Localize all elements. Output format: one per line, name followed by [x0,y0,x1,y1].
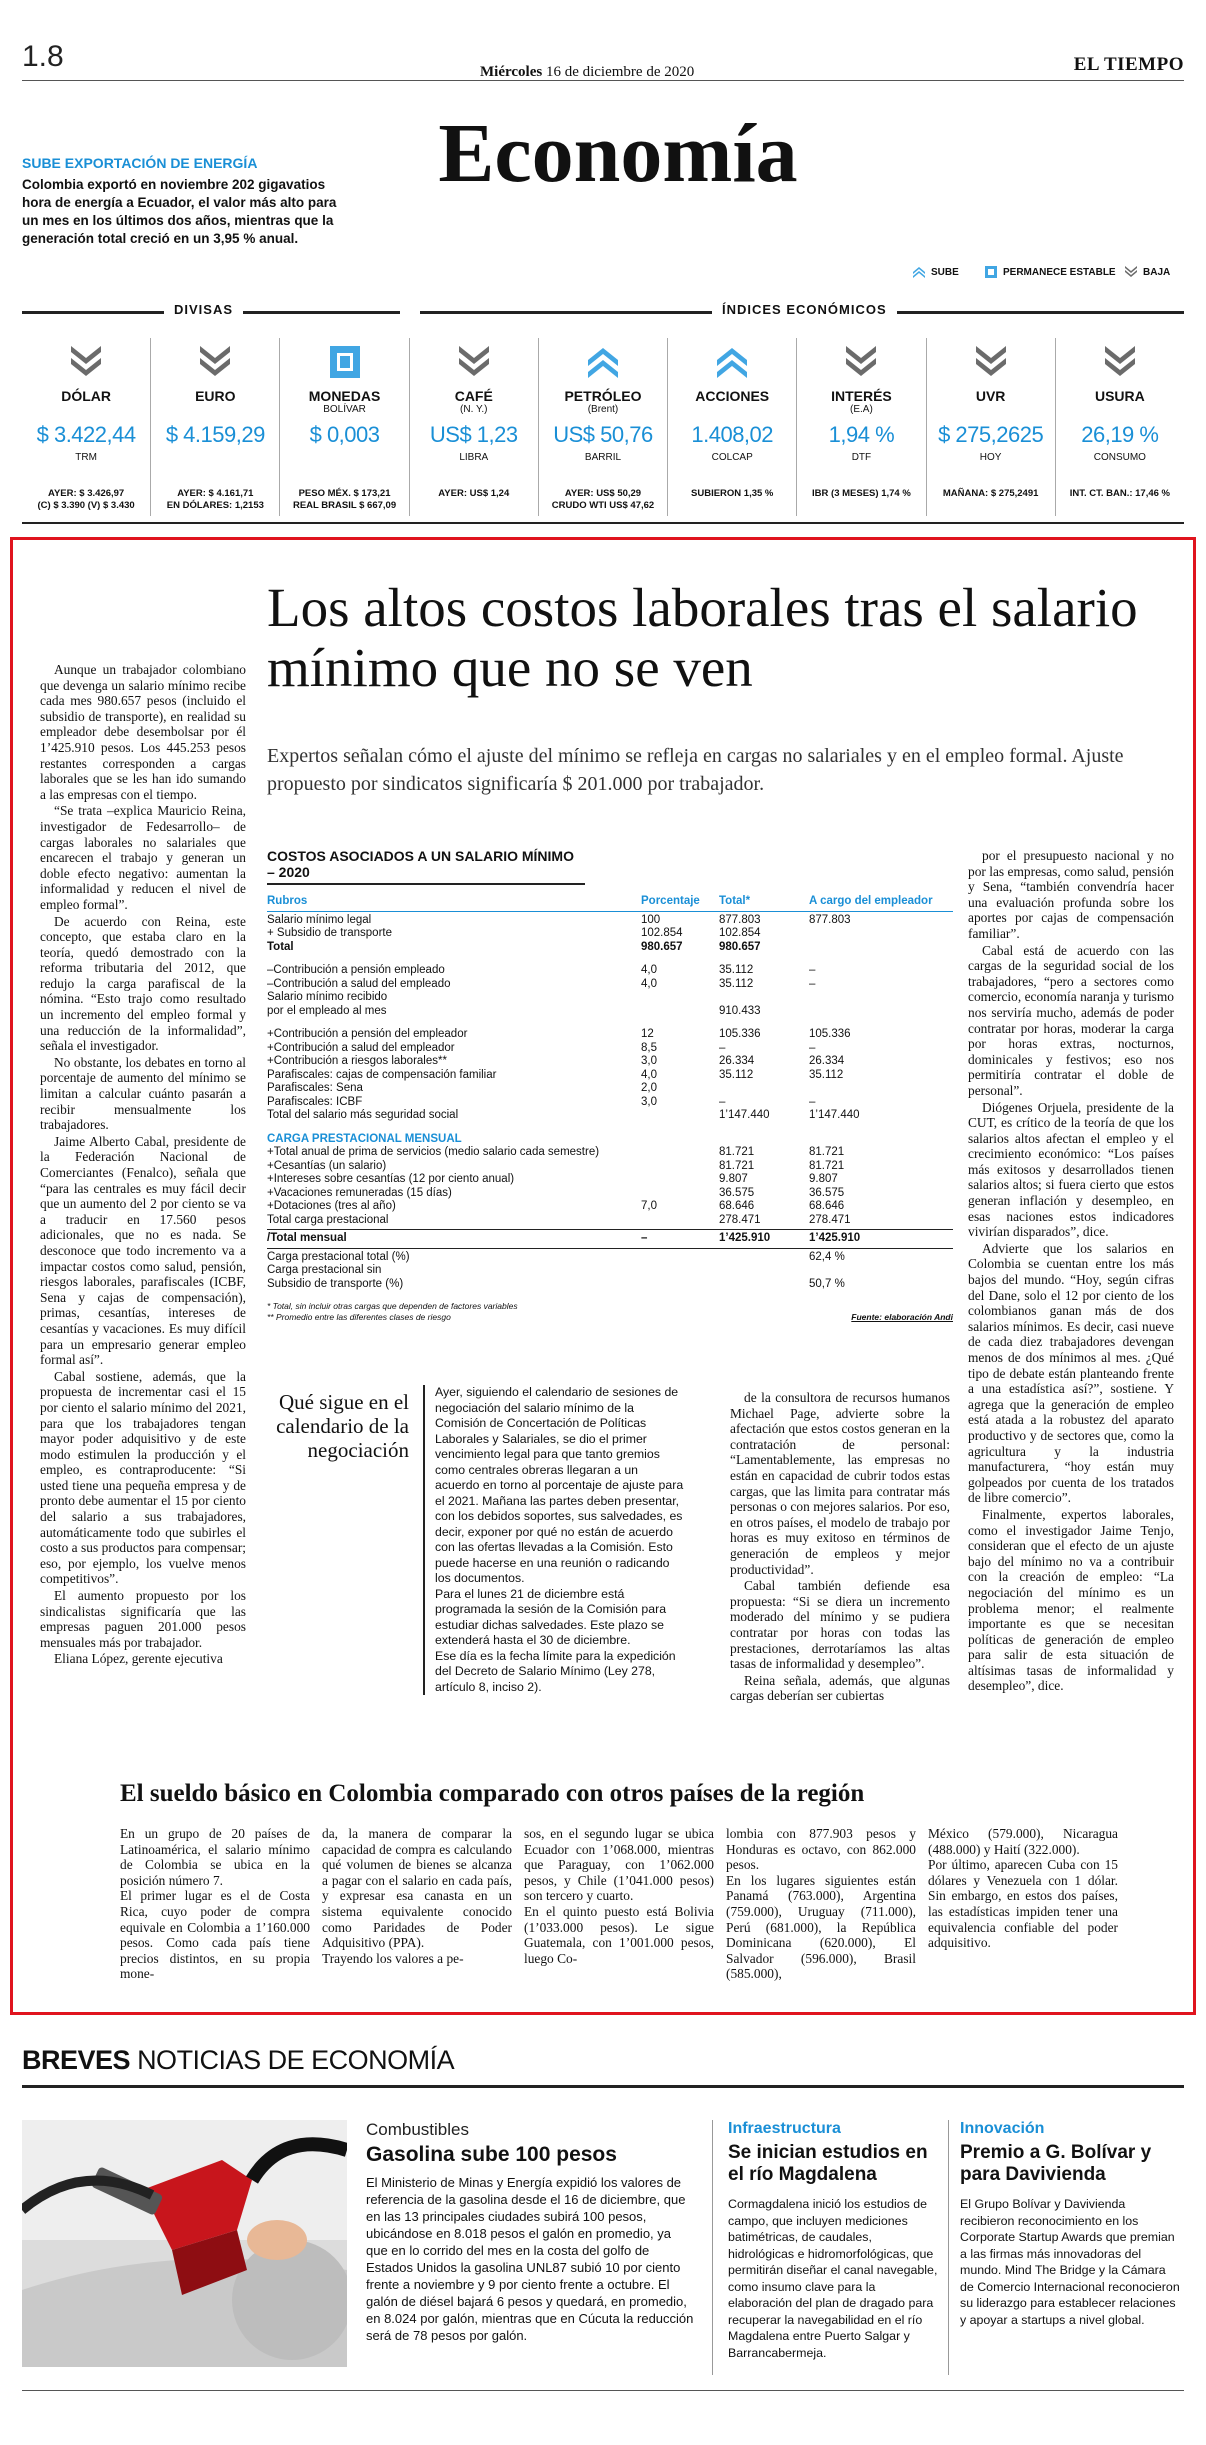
indicator-foot-1: PESO MÉX. $ 173,21 [298,488,391,499]
paragraph: de la consultora de recursos humanos Michael Page, advierte sobre la afectación que estos costos generan en la contratación de personal: “Lamentablemente, las empresas no están en capacidad de cubrir todos estas cargas, que las limita para contratar más personas o con mejores salarios. Por eso, en otros países, el modelo de trabajo por horas es muy exitoso en términos de generación de empleos y mejor productividad”. [730,1390,950,1577]
indicator-name: USURA [1094,388,1145,404]
table-cell: – [719,1041,726,1054]
paragraph: Cabal está de acuerdo con las cargas de la seguridad social de los trabajadores, “pero a sectores como comercio, economía naranja y turismo nos serviría mucho, además de poder contratar por horas, moderar la carga por horas extras, nocturnos, dominicales y festivos; eso nos permitiría contratar el doble de personal”. [968,942,1174,1098]
sub-article-column: México (579.000), Nicaragua (488.000) y Haití (322.000). Por último, aparecen Cuba con 15 dólares y Venezuela con 1 dólar. Sin embargo, en estos dos países, las estadísticas impiden tener una equivalencia confiable del poder adquisitivo. [928,1826,1118,1951]
section-title: Economía [438,107,798,200]
indicator-8 [1056,338,1184,516]
table-cell: +Intereses sobre cesantías (12 por ciento anual) [267,1173,515,1185]
table-header-empleador: A cargo del empleador [809,895,933,907]
indicator-foot-1: AYER: $ 3.426,97 [47,488,125,499]
indicator-value: $ 3.422,44 [36,422,136,447]
paragraph: Eliana López, gerente ejecutiva [54,1651,223,1667]
table-cell [719,1082,809,1096]
indicator-unit: CONSUMO [1093,452,1146,463]
indicator-6 [797,338,926,516]
indicator-5 [668,338,797,516]
indicator-subname: BOLÍVAR [323,404,366,415]
indicator-value: US$ 1,23 [429,422,518,447]
table-cell: 26.334 [809,1055,845,1067]
table-cell: 877.803 [809,913,851,926]
table-cell: Carga prestacional total (%) [267,1250,410,1263]
table-cell [641,1264,719,1278]
table-separator [267,1018,953,1028]
table-cell [719,1133,809,1147]
table-row [267,1028,953,1042]
sidebar-paragraph-2: Para el lunes 21 de diciembre está programada la sesión de la Comisión para estudiar dichas salvedades. Este plazo se extenderá hasta el 30 de diciembre. [435,1586,667,1647]
article-column-1 [40,662,246,1668]
arrow-down-icon [457,344,491,380]
indicator-footnote [280,488,408,512]
table-cell: 62,4 % [809,1250,845,1263]
header-rule [22,80,1184,81]
table-cell: – [809,1041,816,1054]
table-cell: – [719,1095,726,1108]
indicator-value: 1.408,02 [691,422,774,447]
table-row [267,991,953,1005]
indicator-name: PETRÓLEO [564,388,642,404]
table-cell [809,1264,949,1278]
table-cell: + Subsidio de transporte [267,927,392,939]
fuel-nozzle-photo [22,2120,347,2367]
top-brief-headline: SUBE EXPORTACIÓN DE ENERGÍA [22,155,258,171]
sub-article-column: sos, en el segundo lugar se ubica Ecuador con 1’068.000, mientras que Paraguay, con 1’062.000 pesos, y Chile (1’041.000 pesos) son tercero y cuarto. En el quinto puesto está Bolivia (1’033.000 pesos). Le sigue Guatemala, con 1’001.000 pesos, luego Co- [524,1826,714,1966]
indicator-foot-2: AYER: US$ 1,24 [438,488,510,499]
table-cell [641,1278,719,1292]
table-header-rule [267,911,953,912]
table-row [267,1109,953,1123]
paragraph: Advierte que los salarios en Colombia se cuentan entre los más bajos del mundo. “Hoy, según cifras del Dane, solo el 12 por ciento de los colombianos ganan más de dos salarios mínimos. Es decir, casi nueve de cada diez trabajadores devengan menos de dos mínimos al mes. ¿Qué tipo de debate están planteando frente a una estadística así?”, sostiene. Y agrega que la generación de empleo está atada a la robustez del aparato productivo y de sectores que, como la agricultura y la industria manufacturera, “hoy están muy golpeados por cuenta de los tratados de libre comercio”. [968,1240,1174,1506]
table-cell [641,1160,719,1174]
table-cell: Total del salario más seguridad social [267,1109,459,1121]
table-header-total: Total* [719,895,751,907]
table-cell: 81.721 [719,1159,755,1172]
table-cell [809,1005,949,1019]
table-cell: Subsidio de transporte (%) [267,1277,404,1290]
breve-3-category: Innovación [960,2120,1045,2137]
indicator-footnote [22,488,150,512]
table-note-2: ** Promedio entre las diferentes clases de riesgo [267,1312,451,1322]
table-header-row [267,895,953,909]
table-separator [267,1123,953,1133]
table-cell: 1’147.440 [809,1109,860,1121]
table-cell: /Total mensual [267,1232,347,1244]
table-cell [719,1251,809,1265]
table-row [267,1187,953,1201]
indicator-footnote [539,488,667,512]
table-cell: 35.112 [719,1068,754,1081]
table-cell: – [809,964,816,976]
table-cell: 3,0 [641,1055,657,1067]
table-cell [641,1173,719,1187]
breve-2 [728,2120,938,2361]
table-cell: 81.721 [809,1146,845,1158]
breves-divider-2 [948,2120,949,2375]
breve-2-category: Infraestructura [728,2120,841,2137]
indicator-subname: (N. Y.) [460,404,488,415]
table-cell: – [809,1095,816,1108]
table-cell [641,1109,719,1123]
indicator-unit: TRM [75,452,97,463]
indicator-foot-2: MAÑANA: $ 275,2491 [942,488,1039,499]
sub-article-column: da, la manera de comparar la capacidad de compra es calculando qué volumen de bienes se alcanza a pagar con el salario en cada país, y expresar esa canasta en un sistema equivalente conocido como Paridades de Poder Adquisitivo (PPA). Trayendo los valores a pe- [322,1826,512,1966]
table-cell: 81.721 [719,1146,755,1158]
arrow-down-icon [1124,266,1138,278]
breve-1 [366,2120,696,2344]
table-cell: Carga prestacional sin [267,1264,382,1276]
table-row [267,1251,953,1265]
table-cell: 50,7 % [809,1277,845,1290]
indicator-foot-2: IBR (3 MESES) 1,74 % [812,488,911,499]
indicator-foot-2: REAL BRASIL $ 667,09 [292,500,397,511]
indicator-name: INTERÉS [831,388,892,404]
indicator-name: EURO [195,388,236,404]
breve-1-body: El Ministerio de Minas y Energía expidió los valores de referencia de la gasolina desde el 16 de diciembre, que en las 13 principales ciudades subirá 100 pesos, ubicándose en 8.018 pesos el galón en promedio, ya que en lo corrido del mes en la costa del golfo de Estados Unidos la gasolina UNL87 subió 10 por ciento frente a noviembre y 9 por ciento frente a octubre. El galón de diésel bajará 6 pesos y quedará, en promedio, en 8.024 por galón, mientras que en Cúcuta la reducción será de 78 pesos por galón. [366,2175,694,2343]
table-cell [719,1264,809,1278]
indicator-footnote [151,488,279,512]
breve-2-body: Cormagdalena inició los estudios de campo, que incluyen mediciones batimétricas, de caudales, hidrológicas e hidromorfológicas, que permitirán diseñar el canal navegable, como insumo clave para la elaboración del plan de dragado para recuperar la navegabilidad en el río Magdalena entre Puerto Salgar y Barrancabermeja. [728,2197,938,2360]
paragraph: “Se trata –explica Mauricio Reina, investigador de Fedesarrollo– de cargas laborales no salariales que encarecen el trabajo y generan un doble efecto negativo: aumentan la informalidad y reducen el nivel de empleo formal”. [40,803,246,912]
table-cell: Parafiscales: Sena [267,1082,363,1094]
indicator-value: 1,94 % [828,422,895,447]
indicator-footnote [668,488,796,500]
date-rest: 16 de diciembre de 2020 [545,64,695,80]
table-row [267,978,953,992]
legend-up-label: SUBE [931,266,959,278]
indicator-unit: LIBRA [459,452,489,463]
sub-article-column: lombia con 877.903 pesos y Honduras es octavo, con 862.000 pesos. En los lugares siguientes están Panamá (763.000), Argentina (759.000), Uruguay (711.000), Perú (681.000), la República Dominicana (620.000), El Salvador (596.000), Brasil (585.000), [726,1826,916,1982]
table-title: COSTOS ASOCIADOS A UN SALARIO MÍNIMO – 2020 [267,848,585,885]
breve-1-category: Combustibles [366,2120,469,2139]
indicator-value: $ 275,2625 [938,422,1044,447]
table-cell: Total [267,940,294,953]
table-cell: 12 [641,1028,654,1040]
table-cell: –Contribución a salud del empleado [267,977,451,990]
paragraph: El aumento propuesto por los sindicalistas significaría que las empresas paguen 201.000 pesos mensuales más por trabajador. [40,1588,246,1650]
legend-up [912,266,959,278]
band-label-indices: ÍNDICES ECONÓMICOS [712,302,897,317]
indicator-name: CAFÉ [454,388,493,404]
table-cell [809,991,949,1005]
table-cell [809,1082,949,1096]
paragraph: Cabal también defiende esa propuesta: “Si se diera un incremento moderado del mínimo y se pudiera contratar por horas con todas las prestaciones, derrotaríamos las altas tasas de informalidad y desempleo”. [730,1578,950,1672]
indicator-foot-2: (C) $ 3.390 (V) $ 3.430 [37,500,135,511]
table-cell: Parafiscales: cajas de compensación familiar [267,1068,497,1081]
table-cell [641,991,719,1005]
table-cell: +Total anual de prima de servicios (medio salario cada semestre) [267,1146,600,1158]
table-cell: +Contribución a pensión del empleador [267,1028,468,1040]
cost-table [267,848,953,1323]
indicator-foot-2: INT. CT. BAN.: 17,46 % [1069,488,1171,499]
indicator-footnote [410,488,538,500]
legend-down [1124,266,1170,278]
table-cell: 910.433 [719,1004,761,1017]
arrow-up-icon [715,344,749,380]
indicator-subname: (E.A) [850,404,873,415]
indicator-7 [927,338,1056,516]
indicator-name: DÓLAR [61,388,111,404]
table-cell: 102.854 [641,927,683,939]
paragraph: Diógenes Orjuela, presidente de la CUT, es crítico de la teoría de que los salarios altos afectan el empleo y el crecimiento económico: “Los países más exitosos y desarrollados tienen salarios altos; si fuera cierto que estos generan inflación y desempleo, en esas naciones estos indicadores vivirían disparados”, dice. [968,1099,1174,1240]
indicator-4 [539,338,668,516]
band-label-divisas: DIVISAS [164,302,243,317]
indicator-footnote [1056,488,1184,500]
table-cell: Total carga prestacional [267,1213,389,1226]
indicator-unit: COLCAP [711,452,753,463]
date-line [480,64,694,81]
breve-3-body: El Grupo Bolívar y Davivienda recibieron reconocimiento en los Corporate Startup Awards que premian a las firmas más innovadoras del mundo. Mind The Bridge y la Cámara de Comercio Internacional reconocieron su liderazgo para establecer relaciones y apoyar a startups a nivel global. [960,2197,1180,2327]
legend-stable-label: PERMANECE ESTABLE [1003,266,1116,278]
table-cell: 278.471 [719,1213,761,1226]
breves-title-rest: NOTICIAS DE ECONOMÍA [137,2045,455,2075]
table-cell: 4,0 [641,1068,657,1081]
article-title: Los altos costos laborales tras el salario mínimo que no se ven [267,577,1138,698]
table-cell: CARGA PRESTACIONAL MENSUAL [267,1132,462,1145]
table-cell: 9.807 [809,1173,838,1185]
table-row [267,1133,953,1147]
indicator-bands [22,300,1184,322]
indicators-row [22,338,1184,516]
table-cell: 105.336 [719,1028,761,1040]
indicators-bottom-rule [22,522,1184,524]
paragraph: Cabal sostiene, además, que la propuesta de incrementar casi el 15 por ciento el salario mínimo del 2021, para que los trabajadores tengan mayor poder adquisitivo y de este modo estimulen la producción y el empleo, es contraproducente: “Si usted tiene una pequeña empresa y de pronto debe aumentar el 15 por ciento del salario a sus trabajadores, automáticamente todo que subirles el costo a sus productos para compensar; eso, por ejemplo, los vuelve menos competitivos”. [40,1368,246,1587]
page-number: 1.8 [22,40,64,73]
table-cell: 4,0 [641,964,657,976]
table-cell: – [809,977,816,990]
indicator-foot-1: AYER: US$ 50,29 [564,488,642,499]
table-row [267,927,953,941]
table-row [267,1200,953,1214]
table-header-porcentaje: Porcentaje [641,895,700,907]
table-cell: 980.657 [641,940,683,953]
table-cell: 4,0 [641,977,657,990]
date-day: Miércoles [480,64,543,80]
table-cell [641,1251,719,1265]
paragraph: Jaime Alberto Cabal, presidente de la Federación Nacional de Comerciantes (Fenalco), señala que “para las centrales es muy fácil decir que un aumento del 2 por ciento se va a traducir en 17.560 pesos adicionales, que no es nada. Se desconoce que todo incremento va a impactar costos como salud, pensión, riesgos laborales, parafiscales (ICBF, Sena y cajas de compensación), primas, cesantías, intereses de cesantías y vacaciones. Es muy difícil para un empresario generar empleo formal así”. [40,1133,246,1368]
table-cell: 7,0 [641,1200,657,1212]
sub-article-title: El sueldo básico en Colombia comparado con otros países de la región [120,1780,865,1807]
table-row [267,1069,953,1083]
sub-article-columns [120,1826,1120,1982]
table-cell: –Contribución a pensión empleado [267,964,445,976]
stable-square-icon [984,266,998,278]
table-cell: 26.334 [719,1055,755,1067]
table-cell: 9.807 [719,1173,748,1185]
breves-title-bold: BREVES [22,2045,131,2075]
table-cell: 81.721 [809,1159,845,1172]
table-cell: 278.471 [809,1213,851,1226]
paragraph: De acuerdo con Reina, este concepto, que estaba claro en la teoría, quedó demostrado con la reforma tributaria del 2012, que redujo la carga parafiscal de la nómina. “Esto trajo como resultado un incremento del empleo formal y una reducción de la informalidad”, señala el investigador. [40,913,246,1054]
table-cell: 105.336 [809,1028,851,1040]
table-cell: 100 [641,913,661,926]
table-row [267,1005,953,1019]
indicator-1 [151,338,280,516]
top-brief-body: Colombia exportó en noviembre 202 gigavatios hora de energía a Ecuador, el valor más alto para un mes en los últimos dos años, mientras que la generación total creció en un 3,95 % anual. [22,177,337,246]
table-cell [641,1214,719,1228]
breve-1-headline: Gasolina sube 100 pesos [366,2143,617,2166]
table-row [267,1278,953,1292]
table-cell: 35.112 [719,964,754,976]
indicator-value: $ 4.159,29 [165,422,265,447]
indicator-name: MONEDAS [308,388,381,404]
table-cell: +Contribución a salud del empleador [267,1041,455,1054]
breve-2-headline: Se inician estudios en el río Magdalena [728,2142,928,2185]
arrow-down-icon [844,344,878,380]
breves-title [22,2045,454,2076]
arrow-up-icon [586,344,620,380]
breves-rule [22,2085,1184,2088]
fuel-nozzle-illustration [22,2120,347,2367]
table-header-rubros: Rubros [267,895,308,907]
stable-square-icon [328,344,362,380]
sidebar-paragraph-1: Ayer, siguiendo el calendario de sesiones de negociación del salario mínimo de la Comisión de Concertación de Políticas Laborales y Salariales, se dio el primer vencimiento legal para que tanto gremios como centrales obreras llegaran a un acuerdo en torno al porcentaje de ajuste para el 2021. Mañana las partes deben presentar, con los debidos soportes, sus salvedades, es decir, exponer por qué no están de acuerdo con las ofertas llevadas a la Comisión. Esto puede hacerse en una reunión o radicando los documentos. [435,1385,684,1585]
table-cell: 1’425.910 [719,1232,771,1244]
table-cell [809,941,949,955]
table-cell: – [641,1232,648,1244]
arrow-down-icon [69,344,103,380]
breves-divider-1 [712,2120,713,2375]
table-cell: 3,0 [641,1095,657,1108]
paragraph: Reina señala, además, que algunas cargas deberían ser cubiertas [730,1672,950,1704]
arrow-up-icon [912,266,926,278]
indicator-2 [280,338,409,516]
table-cell: Salario mínimo recibido [267,991,388,1003]
article-column-4 [968,848,1174,1695]
table-row [267,1264,953,1278]
table-cell: Salario mínimo legal [267,913,372,926]
indicator-unit: HOY [979,452,1002,463]
table-source: Fuente: elaboración Andi [851,1312,953,1322]
table-row [267,964,953,978]
paragraph: por el presupuesto nacional y no por las empresas, como salud, pensión y Sena, “también convendría hacer una evaluación profunda sobre los aportes por cajas de compensación familiar”. [968,848,1174,941]
indicator-footnote [797,488,925,500]
arrow-down-icon [974,344,1008,380]
table-cell: +Contribución a riesgos laborales** [267,1055,447,1067]
paragraph: No obstante, los debates en torno al porcentaje de aumento del mínimo se limitan a calcular cuánto pasarán a recibir mensualmente los trabajadores. [40,1054,246,1133]
table-cell: 2,0 [641,1082,657,1094]
table-cell [641,1133,719,1147]
table-cell: +Vacaciones remuneradas (15 días) [267,1186,452,1199]
table-note-1: * Total, sin incluir otras cargas que dependen de factores variables [267,1301,518,1311]
indicator-name: ACCIONES [695,388,770,404]
table-cell: 36.575 [809,1186,845,1199]
indicator-foot-2: EN DÓLARES: 1,2153 [166,500,264,511]
table-cell: +Cesantías (un salario) [267,1159,387,1172]
indicator-foot-1: AYER: $ 4.161,71 [177,488,254,499]
table-cell [809,1133,949,1147]
table-body [267,914,953,1292]
table-row [267,1232,953,1246]
indicator-name: UVR [975,388,1006,404]
table-row [267,1055,953,1069]
table-row [267,1160,953,1174]
footer-rule [22,2390,1184,2391]
indicator-value: 26,19 % [1081,422,1159,447]
table-cell: 1’147.440 [719,1109,770,1121]
table-cell: 1’425.910 [809,1232,861,1244]
indicator-subname: (Brent) [587,404,619,415]
table-cell [809,927,949,941]
indicator-footnote [927,488,1055,500]
table-separator [267,1229,953,1230]
table-cell: 35.112 [719,977,754,990]
indicator-unit: DTF [851,452,872,463]
table-cell: 8,5 [641,1041,657,1054]
table-row [267,1173,953,1187]
table-cell: 877.803 [719,913,761,926]
table-row [267,1146,953,1160]
table-row [267,1096,953,1110]
table-row [267,941,953,955]
table-cell: por el empleado al mes [267,1004,387,1017]
table-separator [267,954,953,964]
table-row [267,1042,953,1056]
table-note-row [267,1312,953,1323]
article-subtitle: Expertos señalan cómo el ajuste del mínimo se refleja en cargas no salariales y en el empleo formal. Ajuste propuesto por sindicatos significaría $ 201.000 por trabajador. [267,745,1124,795]
legend-down-label: BAJA [1143,266,1171,278]
table-cell: 35.112 [809,1068,844,1081]
table-cell: 68.646 [719,1200,755,1212]
paragraph: Finalmente, expertos laborales, como el investigador Jaime Tenjo, consideran que el efecto de un ajuste bajo del mínimo no va a contribuir con la creación de empleo: “La negociación del mínimo es un problema menor; el realmente importante es que se necesitan políticas de generación de empleo para salir de esta situación de altísimas tasas de informalidad y desempleo”, dice. [968,1506,1174,1694]
table-separator [267,1248,953,1249]
table-cell: 68.646 [809,1200,845,1212]
breve-3-headline: Premio a G. Bolívar y para Davivienda [960,2142,1152,2185]
article-column-3 [730,1390,950,1705]
table-cell [641,1005,719,1019]
table-cell [719,991,809,1005]
table-row [267,1214,953,1228]
table-cell [641,1146,719,1160]
arrow-down-icon [198,344,232,380]
table-cell: +Dotaciones (tres al año) [267,1200,396,1212]
sub-article-column: En un grupo de 20 países de Latinoamérica, el salario mínimo de Colombia se ubica en la posición número 7. El primer lugar es el de Costa Rica, cuyo poder de compra equivale en Colombia a 1’160.000 pesos. Como cada país tiene precios distintos, en su propia mone- [120,1826,310,1982]
table-cell: 102.854 [719,927,761,939]
indicator-0 [22,338,151,516]
table-cell: 980.657 [719,940,761,953]
paragraph: Aunque un trabajador colombiano que devenga un salario mínimo recibe cada mes 980.657 pesos (incluido el subsidio de transporte), en realidad su empleador debe desembolsar por él 1’425.910 pesos. Los 445.253 pesos restantes corresponden a cargas laborales que se les han ido sumando a las empresas con el tiempo. [40,662,246,802]
table-cell [641,1187,719,1201]
table-cell: 36.575 [719,1186,755,1199]
legend-stable [984,266,1116,278]
table-cell: Parafiscales: ICBF [267,1095,363,1108]
arrow-down-icon [1103,344,1137,380]
table-cell [719,1278,809,1292]
brand-logo: EL TIEMPO [1073,54,1184,75]
indicator-3 [410,338,539,516]
indicator-value: $ 0,003 [309,422,380,447]
indicator-foot-2: CRUDO WTI US$ 47,62 [551,500,655,511]
sidebar-body [423,1385,685,1695]
sidebar-title: Qué sigue en el calendario de la negociación [276,1390,409,1462]
table-row [267,914,953,928]
table-row [267,1082,953,1096]
breve-3 [960,2120,1182,2328]
indicator-foot-2: SUBIERON 1,35 % [691,488,774,499]
sidebar-paragraph-3: Ese día es la fecha límite para la expedición del Decreto de Salario Mínimo (Ley 278, artículo 8, inciso 2). [435,1648,676,1694]
indicator-value: US$ 50,76 [553,422,653,447]
indicator-unit: BARRIL [584,452,622,463]
